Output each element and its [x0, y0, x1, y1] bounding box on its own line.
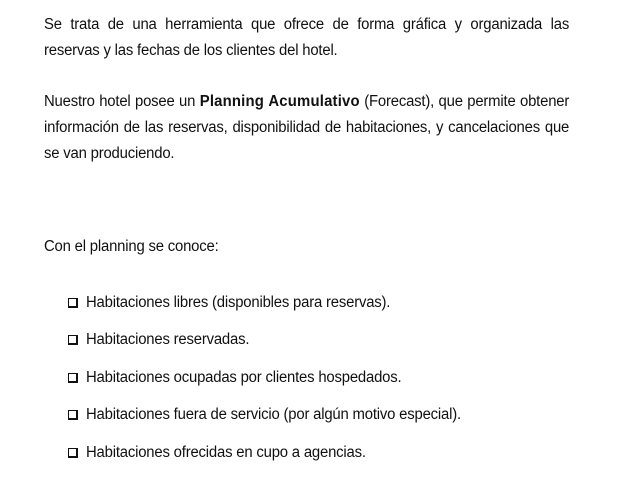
- list-item-text: Habitaciones fuera de servicio (por algún motivo especial).: [86, 406, 461, 424]
- planning-paragraph: [44, 89, 569, 167]
- checkbox-bullet-icon: [68, 373, 78, 383]
- intro-paragraph: Se trata de una herramienta que ofrece de forma gráfica y organizada las reservas y las fechas de los clientes del hotel.: [44, 16, 570, 59]
- checkbox-bullet-icon: [68, 335, 78, 345]
- list-item-text: Habitaciones ocupadas por clientes hospedados.: [86, 368, 402, 386]
- list-item: [68, 434, 477, 472]
- list-intro-paragraph: Con el planning se conoce:: [44, 238, 219, 255]
- planning-text-after: (Forecast), que permite obtener información de las reservas, disponibilidad de habitaciones, y cancelaciones que se van produciendo.: [44, 93, 570, 162]
- list-item: [68, 397, 477, 435]
- planning-bold-term: Planning Acumulativo: [199, 93, 360, 110]
- list-item: [68, 359, 477, 397]
- checkbox-bullet-icon: [68, 298, 78, 308]
- checkbox-bullet-icon: [68, 448, 78, 458]
- list-item-text: Habitaciones libres (disponibles para reservas).: [86, 293, 391, 311]
- planning-list: [68, 284, 477, 472]
- checkbox-bullet-icon: [68, 410, 78, 420]
- list-item-text: Habitaciones reservadas.: [86, 331, 250, 349]
- list-item-text: Habitaciones ofrecidas en cupo a agencias.: [86, 443, 366, 461]
- list-item: [68, 284, 477, 322]
- planning-text-before: Nuestro hotel posee un: [44, 93, 200, 110]
- list-item: [68, 322, 477, 360]
